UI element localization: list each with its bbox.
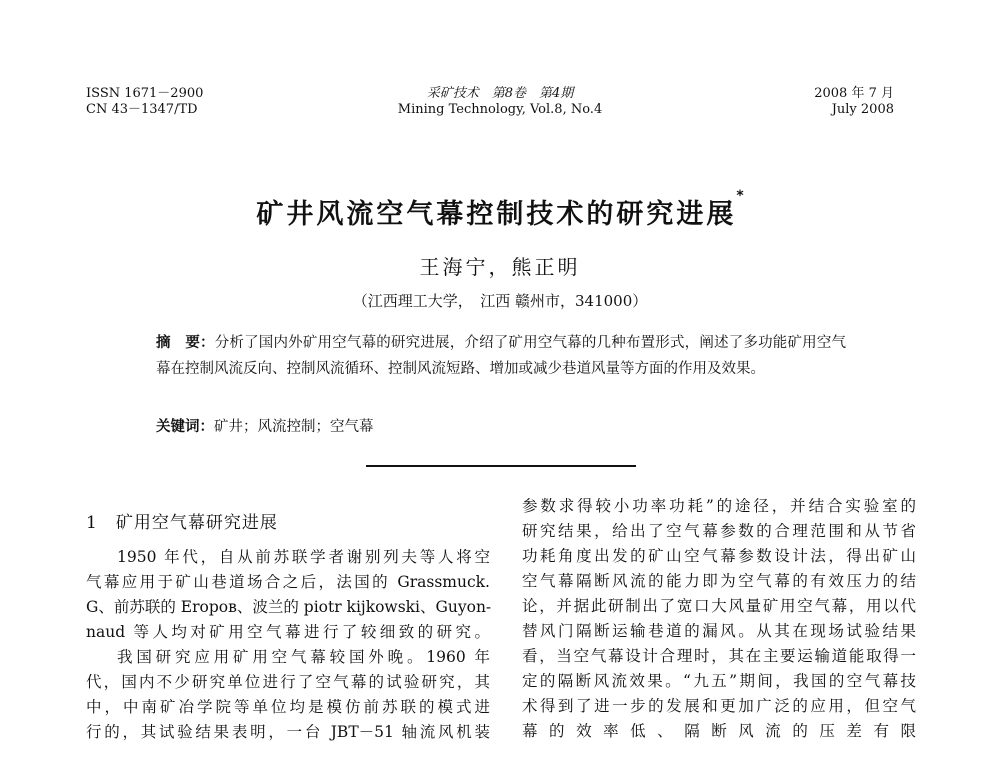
right-column bbox=[522, 494, 916, 744]
running-header-right bbox=[740, 86, 894, 118]
section-heading bbox=[86, 508, 278, 533]
body-line: 我国研究应用矿用空气幕较国外晚。1960 年 bbox=[117, 648, 490, 666]
paper-affiliation: （江西理工大学， 江西 赣州市，341000） bbox=[352, 292, 648, 310]
keywords-label: 关键词： bbox=[156, 419, 214, 435]
abstract-label: 摘 要： bbox=[156, 335, 215, 351]
body-line: 研究结果，给出了空气幕参数的合理范围和从节省 bbox=[522, 522, 916, 540]
paper-title-text: 矿井风流空气幕控制技术的研究进展 bbox=[256, 199, 737, 230]
abstract-divider bbox=[366, 465, 636, 467]
running-header-center bbox=[300, 86, 700, 118]
body-line: 替风门隔断运输巷道的漏风。从其在现场试验结果 bbox=[522, 622, 916, 640]
body-line: 1950 年代，自从前苏联学者谢别列夫等人将空 bbox=[117, 548, 490, 566]
body-line: naud 等人均对矿用空气幕进行了较细致的研究。 bbox=[86, 623, 490, 641]
body-line: 幕的效率低、隔断风流的压差有限 bbox=[522, 722, 916, 740]
journal-name-cn: 采矿技术 第8卷 第4期 bbox=[426, 86, 574, 101]
body-line: G、前苏联的 Eropов、波兰的 piotr kijkowski、Guyon- bbox=[86, 598, 492, 616]
abstract bbox=[156, 330, 846, 382]
paper-authors: 王海宁，熊正明 bbox=[419, 255, 581, 279]
issn: ISSN 1671－2900 bbox=[86, 86, 204, 101]
title-footnote-mark: * bbox=[736, 188, 744, 204]
body-line: 定的隔断风流效果。“九五”期间，我国的空气幕技 bbox=[522, 672, 916, 690]
running-header-left bbox=[86, 86, 203, 118]
paper-title bbox=[0, 188, 1000, 231]
body-line: 空气幕隔断风流的能力即为空气幕的有效压力的结 bbox=[522, 572, 916, 590]
body-line: 看，当空气幕设计合理时，其在主要运输道能取得一 bbox=[522, 647, 916, 665]
cn-number: CN 43－1347/TD bbox=[86, 102, 198, 117]
section-title: 矿用空气幕研究进展 bbox=[115, 513, 278, 533]
left-column bbox=[86, 545, 490, 745]
body-line: 功耗角度出发的矿山空气幕参数设计法，得出矿山 bbox=[522, 547, 916, 565]
body-line: 行的，其试验结果表明，一台 JBT－51 轴流风机装 bbox=[86, 723, 490, 741]
body-line: 论，并据此研制出了宽口大风量矿用空气幕，用以代 bbox=[522, 597, 916, 615]
date-en: July 2008 bbox=[831, 102, 894, 117]
keywords bbox=[156, 415, 374, 436]
journal-name-en: Mining Technology, Vol.8, No.4 bbox=[397, 102, 603, 117]
date-cn: 2008 年 7 月 bbox=[814, 86, 894, 101]
body-line: 术得到了进一步的发展和更加广泛的应用，但空气 bbox=[522, 697, 916, 715]
body-line: 气幕应用于矿山巷道场合之后，法国的 Grassmuck. bbox=[86, 573, 490, 591]
abstract-text: 分析了国内外矿用空气幕的研究进展，介绍了矿用空气幕的几种布置形式，阐述了多功能矿用空气幕在控制风流反向、控制风流循环、控制风流短路、增加或减少巷道风量等方面的作用及效果。 bbox=[156, 335, 847, 377]
body-line: 中，中南矿冶学院等单位均是模仿前苏联的模式进 bbox=[86, 698, 490, 716]
keywords-text: 矿井；风流控制；空气幕 bbox=[214, 419, 374, 435]
section-number: 1 bbox=[86, 513, 98, 533]
body-line: 参数求得较小功率功耗”的途径，并结合实验室的 bbox=[522, 497, 916, 515]
body-line: 代，国内不少研究单位进行了空气幕的试验研究，其 bbox=[86, 673, 490, 691]
